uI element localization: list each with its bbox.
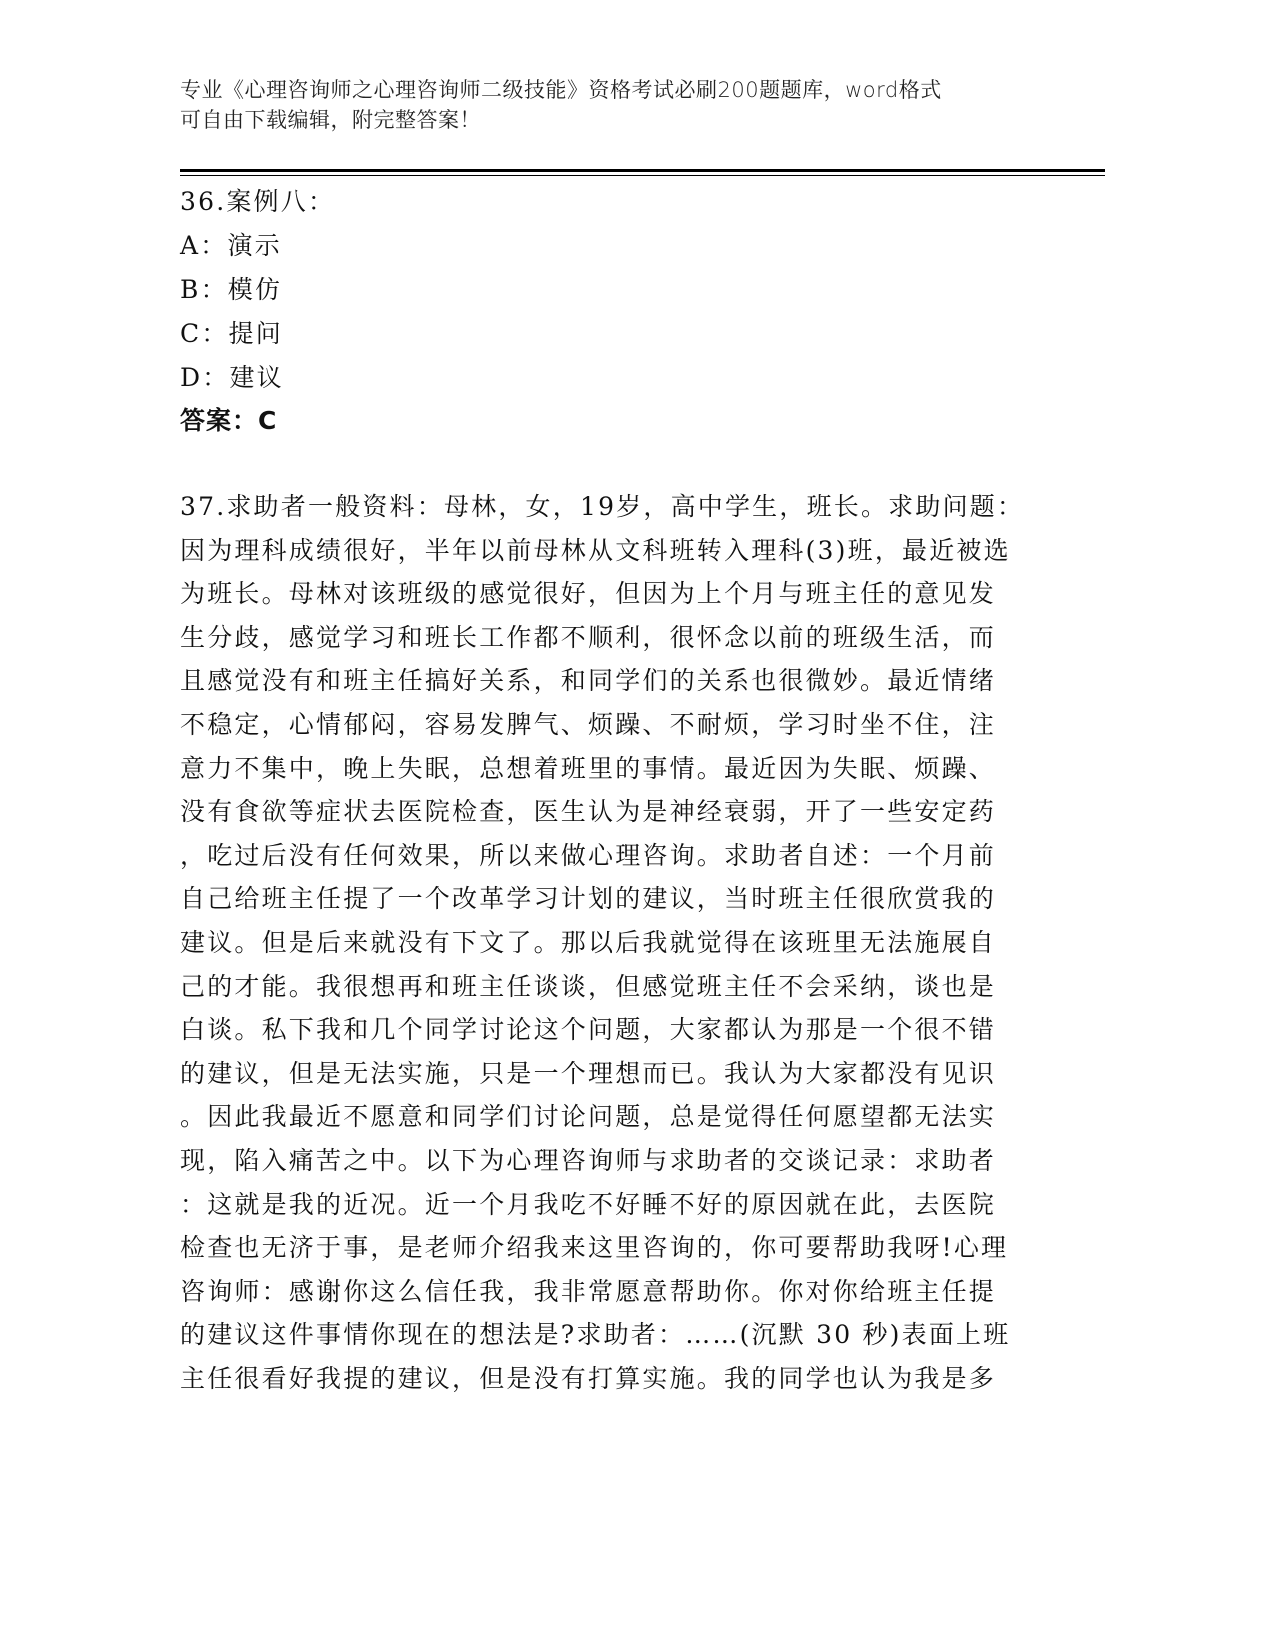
paragraph-line: 现，陷入痛苦之中。以下为心理咨询师与求助者的交谈记录：求助者 (180, 1146, 997, 1175)
paragraph-line: 主任很看好我提的建议，但是没有打算实施。我的同学也认为我是多 (180, 1364, 997, 1393)
paragraph-line: 且感觉没有和班主任搞好关系，和同学们的关系也很微妙。最近情绪 (180, 666, 997, 696)
paragraph-line: ：这就是我的近况。近一个月我吃不好睡不好的原因就在此，去医院 (180, 1189, 997, 1219)
paragraph-line: 因为理科成绩很好，半年以前母林从文科班转入理科(3)班，最近被选 (180, 535, 1011, 565)
paragraph-line: 检查也无济于事，是老师介绍我来这里咨询的，你可要帮助我呀!心理 (180, 1233, 1009, 1263)
option-a: A：演示 (180, 231, 282, 260)
paragraph-line: 没有食欲等症状去医院检查，医生认为是神经衰弱，开了一些安定药 (180, 797, 997, 827)
header-divider (180, 169, 1105, 172)
paragraph-line: 意力不集中，晚上失眠，总想着班里的事情。最近因为失眠、烦躁、 (180, 753, 997, 783)
paragraph-line: 己的才能。我很想再和班主任谈谈，但感觉班主任不会采纳，谈也是 (180, 971, 997, 1001)
paragraph-line: 为班长。母林对该班级的感觉很好，但因为上个月与班主任的意见发 (180, 579, 997, 609)
paragraph-line: 37.求助者一般资料：母林，女，19岁，高中学生，班长。求助问题： (180, 492, 1025, 521)
header-line: 专业《心理咨询师之心理咨询师二级技能》资格考试必刷200题题库，word格式 (180, 78, 942, 102)
paragraph-line: ，吃过后没有任何效果，所以来做心理咨询。求助者自述：一个月前 (180, 840, 997, 870)
paragraph-line: 生分歧，感觉学习和班长工作都不顺利，很怀念以前的班级生活，而 (180, 622, 997, 652)
header-divider-thin (180, 175, 1105, 176)
option-b: B：模仿 (180, 275, 283, 304)
paragraph-line: 的建议，但是无法实施，只是一个理想而已。我认为大家都没有见识 (180, 1058, 997, 1088)
answer: 答案：C (180, 406, 278, 435)
header-line: 可自由下载编辑，附完整答案！ (180, 108, 481, 132)
paragraph-line: 白谈。私下我和几个同学讨论这个问题，大家都认为那是一个很不错 (180, 1015, 997, 1045)
option-c: C：提问 (180, 319, 283, 348)
paragraph-line: 自己给班主任提了一个改革学习计划的建议，当时班主任很欣赏我的 (180, 884, 997, 914)
option-d: D：建议 (180, 363, 284, 392)
paragraph-line: 。因此我最近不愿意和同学们讨论问题，总是觉得任何愿望都无法实 (180, 1102, 997, 1132)
paragraph-line: 的建议这件事情你现在的想法是?求助者：……(沉默 30 秒)表面上班 (180, 1320, 1011, 1350)
question-title: 36.案例八： (180, 187, 336, 216)
paragraph-line: 不稳定，心情郁闷，容易发脾气、烦躁、不耐烦，学习时坐不住，注 (180, 710, 997, 739)
paragraph-line: 咨询师：感谢你这么信任我，我非常愿意帮助你。你对你给班主任提 (180, 1276, 997, 1306)
paragraph-line: 建议。但是后来就没有下文了。那以后我就觉得在该班里无法施展自 (180, 928, 997, 957)
